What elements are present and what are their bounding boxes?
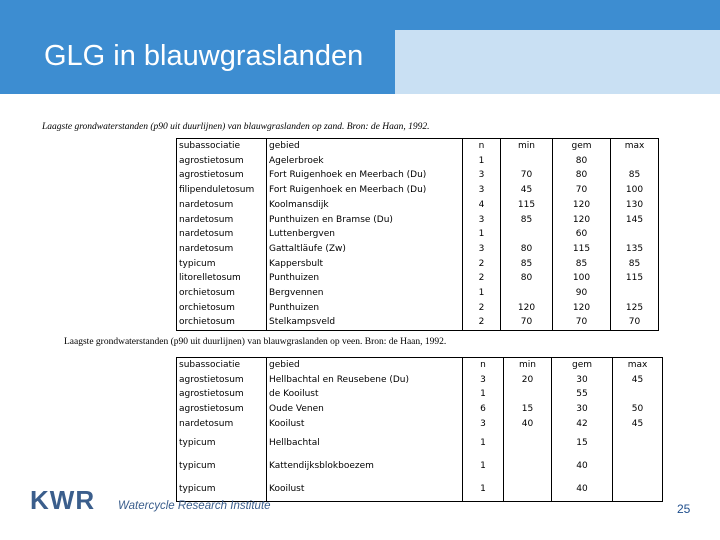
cell-max — [613, 478, 663, 502]
cell-n: 1 — [463, 387, 504, 402]
cell-subassociatie: subassociatie — [177, 139, 267, 154]
table-row — [177, 154, 659, 169]
cell-gem: 30 — [552, 402, 613, 417]
slide-title: GLG in blauwgraslanden — [44, 40, 364, 72]
table-sand — [176, 138, 659, 331]
cell-gebied: Luttenbergven — [267, 227, 463, 242]
cell-subassociatie: orchietosum — [177, 286, 267, 301]
cell-n: 1 — [463, 478, 504, 502]
cell-subassociatie: agrostietosum — [177, 387, 267, 402]
table-header-row — [177, 139, 659, 154]
cell-n: 1 — [463, 286, 501, 301]
cell-n: 3 — [463, 168, 501, 183]
cell-max — [611, 286, 659, 301]
cell-min: 15 — [504, 402, 552, 417]
cell-subassociatie: litorelletosum — [177, 271, 267, 286]
page-number: 25 — [677, 502, 691, 516]
cell-gebied: Hellbachtal — [267, 432, 463, 455]
header-white-strip — [0, 94, 720, 112]
cell-subassociatie: nardetosum — [177, 213, 267, 228]
cell-max — [613, 387, 663, 402]
cell-gebied: Oude Venen — [267, 402, 463, 417]
cell-gebied: Fort Ruigenhoek en Meerbach (Du) — [267, 168, 463, 183]
cell-max: 70 — [611, 315, 659, 330]
cell-max: 85 — [611, 257, 659, 272]
cell-n: 2 — [463, 301, 501, 316]
cell-gem: 55 — [552, 387, 613, 402]
cell-gem: 70 — [553, 315, 611, 330]
cell-gebied: Gattaltläufe (Zw) — [267, 242, 463, 257]
cell-min — [501, 227, 553, 242]
cell-subassociatie: subassociatie — [177, 358, 267, 373]
cell-min: min — [504, 358, 552, 373]
cell-min: 20 — [504, 373, 552, 388]
cell-gebied: Fort Ruigenhoek en Meerbach (Du) — [267, 183, 463, 198]
table-row — [177, 478, 663, 502]
cell-gem: 115 — [553, 242, 611, 257]
cell-n: 1 — [463, 455, 504, 478]
cell-max: 45 — [613, 373, 663, 388]
cell-gem: 80 — [553, 154, 611, 169]
cell-subassociatie: nardetosum — [177, 242, 267, 257]
cell-gebied: Hellbachtal en Reusebene (Du) — [267, 373, 463, 388]
cell-n: 2 — [463, 257, 501, 272]
cell-n: 1 — [463, 432, 504, 455]
cell-gem: 80 — [553, 168, 611, 183]
cell-subassociatie: orchietosum — [177, 315, 267, 330]
institute-name: Watercycle Research Institute — [118, 500, 271, 512]
cell-n: 3 — [463, 373, 504, 388]
cell-gebied: Stelkampsveld — [267, 315, 463, 330]
cell-max — [613, 455, 663, 478]
table-row — [177, 455, 663, 478]
cell-max: 50 — [613, 402, 663, 417]
table-row — [177, 183, 659, 198]
cell-max: 125 — [611, 301, 659, 316]
cell-gem: gem — [552, 358, 613, 373]
cell-subassociatie: filipenduletosum — [177, 183, 267, 198]
cell-min — [501, 286, 553, 301]
cell-min: 85 — [501, 257, 553, 272]
table-row — [177, 213, 659, 228]
cell-subassociatie: agrostietosum — [177, 154, 267, 169]
cell-subassociatie: agrostietosum — [177, 402, 267, 417]
table-row — [177, 432, 663, 455]
cell-gem: 85 — [553, 257, 611, 272]
cell-min: 80 — [501, 242, 553, 257]
cell-max: 145 — [611, 213, 659, 228]
cell-min: 85 — [501, 213, 553, 228]
cell-gem: 120 — [553, 301, 611, 316]
cell-gem: 70 — [553, 183, 611, 198]
cell-max — [611, 154, 659, 169]
cell-max: max — [611, 139, 659, 154]
cell-min — [504, 478, 552, 502]
table-row — [177, 242, 659, 257]
cell-gem: 30 — [552, 373, 613, 388]
cell-gebied: Punthuizen — [267, 271, 463, 286]
cell-max: 135 — [611, 242, 659, 257]
cell-max — [611, 227, 659, 242]
cell-gem: 120 — [553, 198, 611, 213]
cell-gebied: Koolmansdijk — [267, 198, 463, 213]
cell-min: 115 — [501, 198, 553, 213]
table-row — [177, 286, 659, 301]
table-row — [177, 402, 663, 417]
cell-subassociatie: typicum — [177, 455, 267, 478]
cell-gem: 60 — [553, 227, 611, 242]
cell-n: 1 — [463, 154, 501, 169]
cell-gebied: Punthuizen — [267, 301, 463, 316]
cell-gem: 90 — [553, 286, 611, 301]
cell-min — [504, 387, 552, 402]
table-row — [177, 257, 659, 272]
cell-subassociatie: nardetosum — [177, 417, 267, 432]
cell-min: 120 — [501, 301, 553, 316]
table-row — [177, 227, 659, 242]
cell-min — [504, 432, 552, 455]
table-row — [177, 168, 659, 183]
cell-min: 70 — [501, 315, 553, 330]
cell-gem: gem — [553, 139, 611, 154]
cell-subassociatie: orchietosum — [177, 301, 267, 316]
table-peat — [176, 357, 663, 502]
cell-n: 2 — [463, 315, 501, 330]
table-row — [177, 417, 663, 432]
table-row — [177, 373, 663, 388]
cell-gem: 15 — [552, 432, 613, 455]
cell-max: 100 — [611, 183, 659, 198]
cell-gem: 100 — [553, 271, 611, 286]
cell-max: 115 — [611, 271, 659, 286]
cell-n: n — [463, 358, 504, 373]
cell-max — [613, 432, 663, 455]
cell-min: 40 — [504, 417, 552, 432]
table-row — [177, 301, 659, 316]
cell-n: 3 — [463, 213, 501, 228]
cell-n: 3 — [463, 183, 501, 198]
cell-min: 45 — [501, 183, 553, 198]
cell-gebied: Kooilust — [267, 417, 463, 432]
cell-n: 6 — [463, 402, 504, 417]
cell-subassociatie: typicum — [177, 432, 267, 455]
caption-peat: Laagste grondwaterstanden (p90 uit duurlijnen) van blauwgraslanden op veen. Bron: de Haan, 1992. — [64, 337, 447, 347]
cell-gebied: gebied — [267, 358, 463, 373]
cell-n: 3 — [463, 417, 504, 432]
table-row — [177, 387, 663, 402]
cell-subassociatie: agrostietosum — [177, 168, 267, 183]
cell-n: 2 — [463, 271, 501, 286]
cell-max: 45 — [613, 417, 663, 432]
cell-gem: 42 — [552, 417, 613, 432]
cell-max: max — [613, 358, 663, 373]
caption-sand: Laagste grondwaterstanden (p90 uit duurlijnen) van blauwgraslanden op zand. Bron: de Haan, 1992. — [42, 122, 430, 132]
cell-subassociatie: typicum — [177, 257, 267, 272]
table-row — [177, 271, 659, 286]
cell-min: 80 — [501, 271, 553, 286]
table-row — [177, 315, 659, 330]
table-row — [177, 198, 659, 213]
table-header-row — [177, 358, 663, 373]
cell-gebied: Bergvennen — [267, 286, 463, 301]
cell-min — [504, 455, 552, 478]
kwr-logo: KWR — [30, 485, 96, 515]
cell-n: 1 — [463, 227, 501, 242]
cell-subassociatie: typicum — [177, 478, 267, 502]
cell-gem: 40 — [552, 478, 613, 502]
cell-subassociatie: nardetosum — [177, 198, 267, 213]
cell-subassociatie: nardetosum — [177, 227, 267, 242]
cell-gebied: Kattendijksblokboezem — [267, 455, 463, 478]
cell-gebied: Punthuizen en Bramse (Du) — [267, 213, 463, 228]
cell-n: 3 — [463, 242, 501, 257]
cell-gebied: de Kooilust — [267, 387, 463, 402]
cell-max: 130 — [611, 198, 659, 213]
cell-gem: 120 — [553, 213, 611, 228]
cell-gebied: Kooilust — [267, 478, 463, 502]
cell-min: min — [501, 139, 553, 154]
cell-gebied: Kappersbult — [267, 257, 463, 272]
cell-gem: 40 — [552, 455, 613, 478]
cell-min — [501, 154, 553, 169]
cell-min: 70 — [501, 168, 553, 183]
cell-subassociatie: agrostietosum — [177, 373, 267, 388]
cell-gebied: Agelerbroek — [267, 154, 463, 169]
cell-max: 85 — [611, 168, 659, 183]
cell-gebied: gebied — [267, 139, 463, 154]
cell-n: 4 — [463, 198, 501, 213]
cell-n: n — [463, 139, 501, 154]
